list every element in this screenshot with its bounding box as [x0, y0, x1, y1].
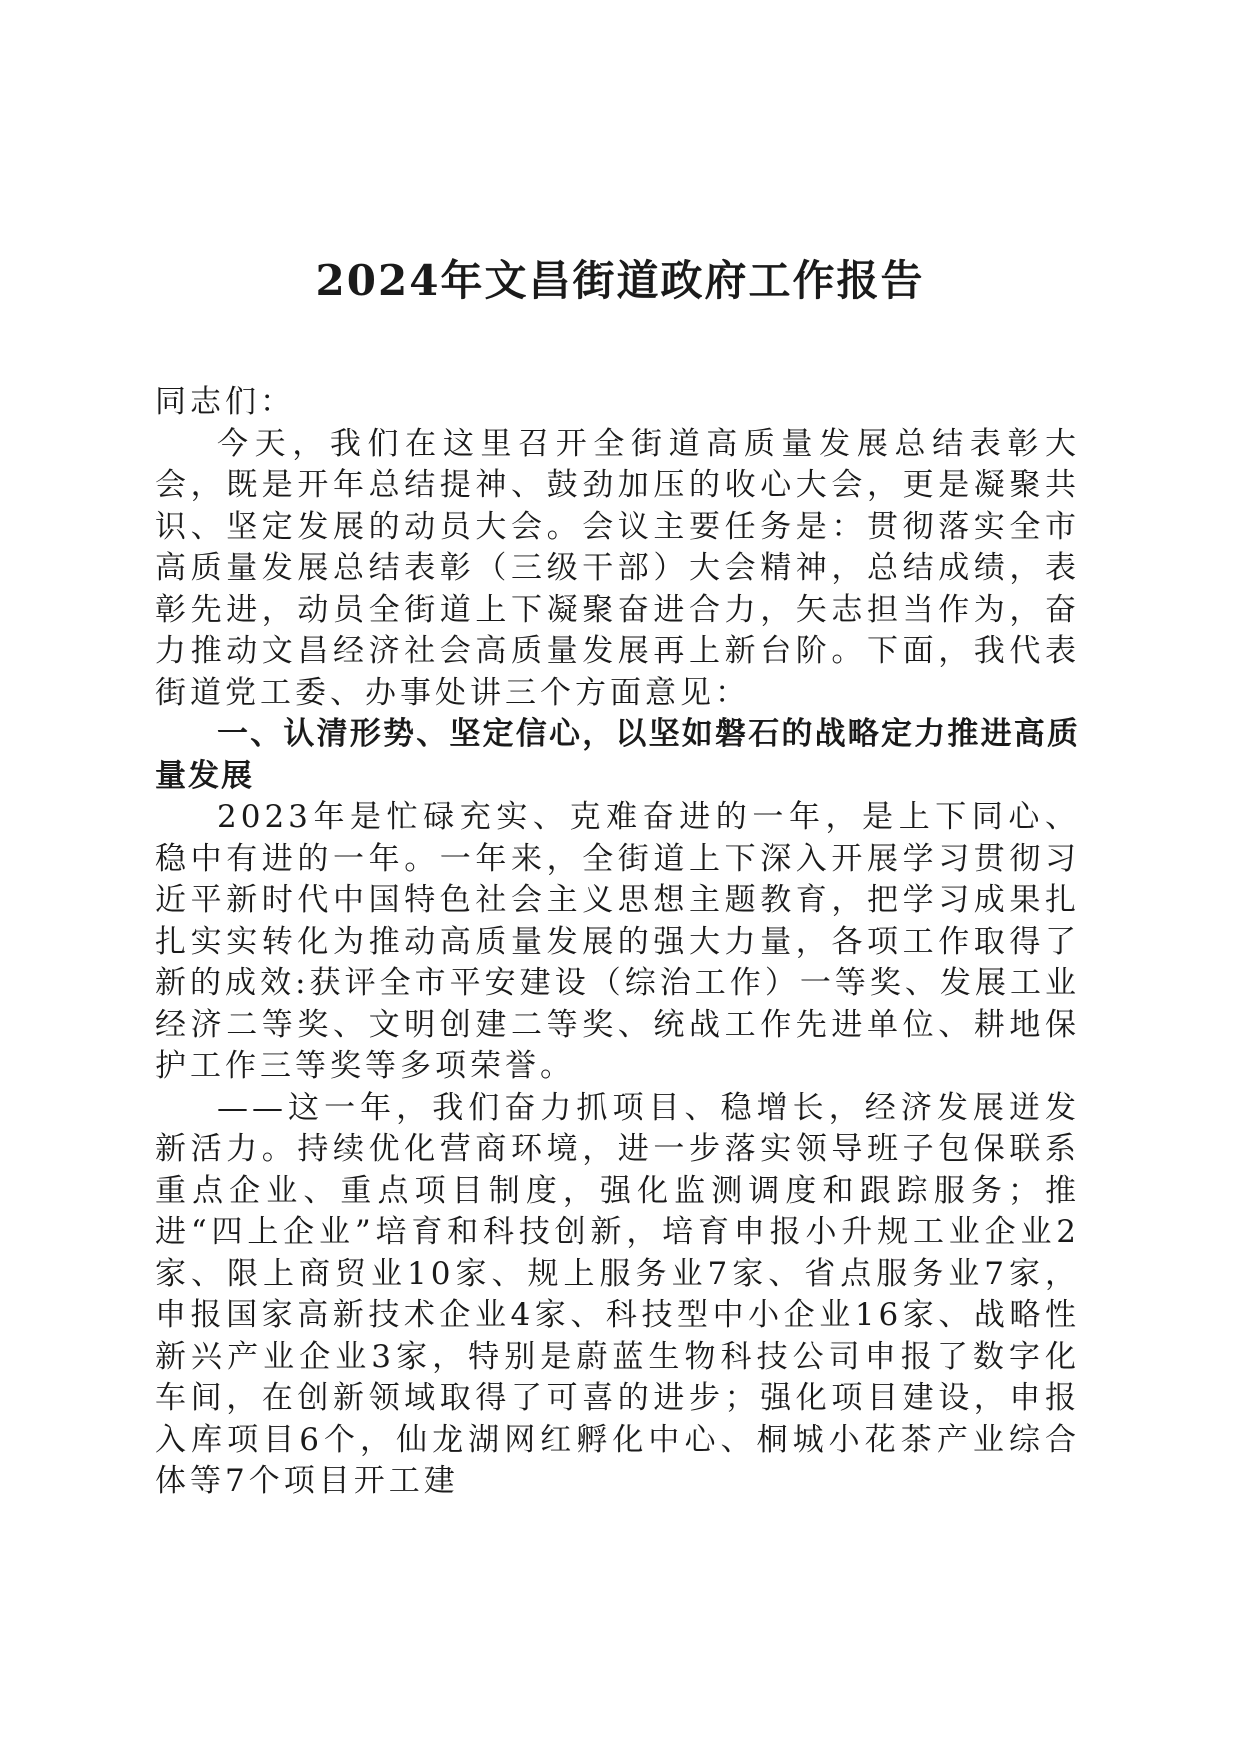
- document-body: [155, 382, 1080, 1503]
- section-paragraph: 2023年是忙碌充实、克难奋进的一年，是上下同心、稳中有进的一年。一年来，全街道上下深入开展学习贯彻习近平新时代中国特色社会主义思想主题教育，把学习成果扎扎实实转化为推动高质量发展的强大力量，各项工作取得了新的成效:获评全市平安建设（综治工作）一等奖、发展工业经济二等奖、文明创建二等奖、统战工作先进单位、耕地保护工作三等奖等多项荣誉。: [155, 799, 1080, 1084]
- intro-paragraph: 今天，我们在这里召开全街道高质量发展总结表彰大会，既是开年总结提神、鼓劲加压的收心大会，更是凝聚共识、坚定发展的动员大会。会议主要任务是：贯彻落实全市高质量发展总结表彰（三级干部）大会精神，总结成绩，表彰先进，动员全街道上下凝聚奋进合力，矢志担当作为，奋力推动文昌经济社会高质量发展再上新台阶。下面，我代表街道党工委、办事处讲三个方面意见：: [155, 425, 1080, 711]
- document-title: 2024年文昌街道政府工作报告: [315, 256, 925, 305]
- section-heading: 一、认清形势、坚定信心，以坚如磐石的战略定力推进高质量发展: [155, 716, 1080, 794]
- section-paragraph: ——这一年，我们奋力抓项目、稳增长，经济发展迸发新活力。持续优化营商环境，进一步落实领导班子包保联系重点企业、重点项目制度，强化监测调度和跟踪服务；推进“四上企业”培育和科技创新，培育申报小升规工业企业2家、限上商贸业10家、规上服务业7家、省点服务业7家，申报国家高新技术企业4家、科技型中小企业16家、战略性新兴产业企业3家，特别是蔚蓝生物科技公司申报了数字化车间，在创新领域取得了可喜的进步；强化项目建设，申报入库项目6个，仙龙湖网红孵化中心、桐城小花茶产业综合体等7个项目开工建: [155, 1089, 1080, 1499]
- salutation: 同志们：: [155, 384, 295, 420]
